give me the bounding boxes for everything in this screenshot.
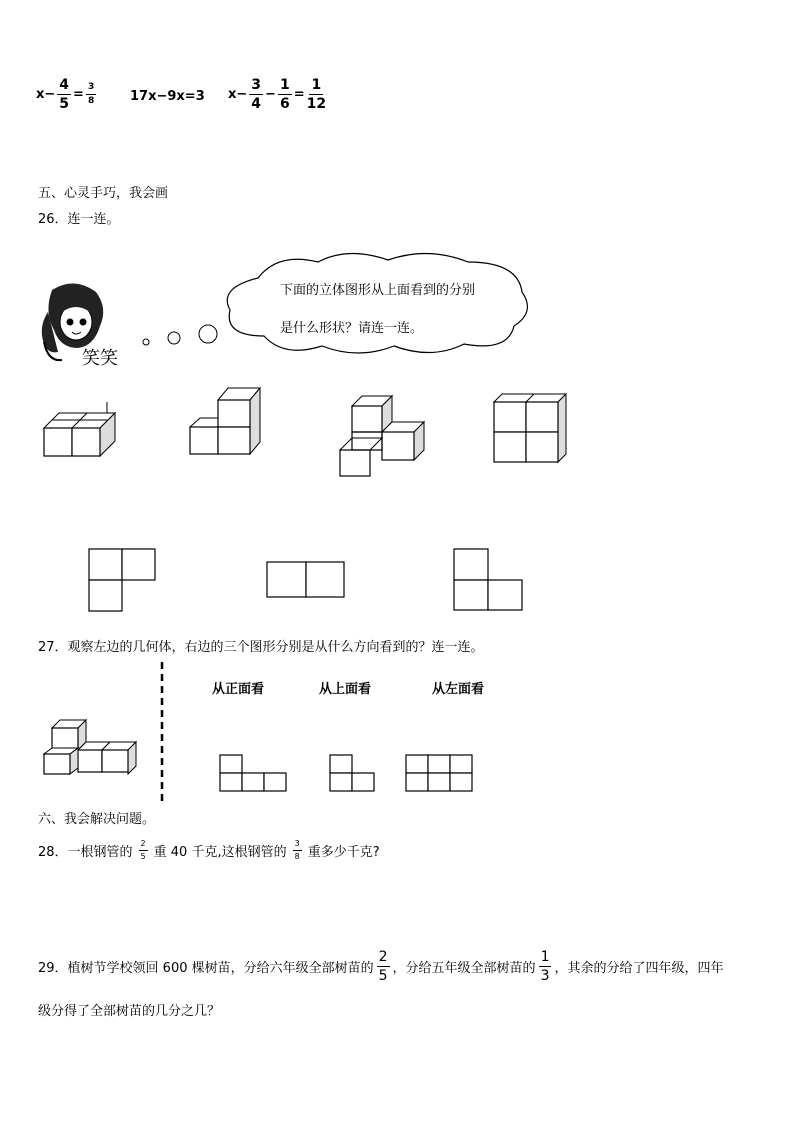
question-27-text: 27．观察左边的几何体，右边的三个图形分别是从什么方向看到的？连一连。 bbox=[38, 640, 484, 655]
eq3-num3: 1 bbox=[311, 77, 322, 93]
q28-fraction-2 bbox=[293, 840, 302, 861]
q28-den2: 8 bbox=[294, 852, 300, 861]
eq3-num2: 1 bbox=[279, 77, 290, 93]
eq1-minus: − bbox=[44, 87, 56, 102]
q29-middle: ，分给五年级全部树苗的 bbox=[392, 961, 536, 976]
equation-2 bbox=[130, 89, 205, 104]
eq3-equals: = bbox=[293, 87, 305, 102]
dashed-divider bbox=[160, 662, 164, 804]
question-29-line-1 bbox=[38, 950, 724, 983]
solid-3 bbox=[338, 392, 428, 478]
cloud-text-line-2: 是什么形状？请连一连。 bbox=[280, 321, 424, 336]
eq1-equals: = bbox=[73, 87, 84, 102]
top-view-3 bbox=[453, 548, 525, 612]
q29-fraction-1 bbox=[377, 950, 390, 983]
view-shape-3 bbox=[405, 754, 475, 792]
q28-fraction-1 bbox=[139, 840, 148, 861]
equation-3 bbox=[228, 78, 328, 111]
section-6-title: 六、我会解决问题。 bbox=[38, 812, 156, 827]
eq3-fraction-1 bbox=[249, 78, 263, 111]
eq3-minus-1: − bbox=[236, 87, 248, 102]
q29-num2: 1 bbox=[540, 949, 550, 965]
q28-suffix: 重多少千克? bbox=[307, 845, 380, 860]
q27-solid bbox=[42, 718, 142, 778]
eq3-den2: 6 bbox=[279, 96, 290, 112]
label-front-view: 从正面看 bbox=[212, 682, 265, 697]
solid-1 bbox=[42, 402, 122, 458]
top-view-1 bbox=[88, 548, 158, 612]
eq1-fraction-1 bbox=[57, 78, 71, 111]
solid-4 bbox=[492, 392, 572, 464]
view-shape-2 bbox=[329, 754, 377, 792]
thought-cloud bbox=[218, 248, 538, 358]
question-28 bbox=[38, 840, 380, 861]
label-left-view: 从左面看 bbox=[432, 682, 485, 697]
eq3-den3: 12 bbox=[306, 96, 327, 112]
solid-2 bbox=[188, 382, 268, 458]
section-5-title: 五、心灵手巧，我会画 bbox=[38, 186, 169, 201]
eq1-den2: 8 bbox=[87, 96, 95, 106]
question-26-label: 26．连一连。 bbox=[38, 212, 120, 227]
question-29-line-2: 级分得了全部树苗的几分之几？ bbox=[38, 1004, 221, 1019]
q28-den1: 5 bbox=[140, 852, 146, 861]
eq1-num1: 4 bbox=[59, 77, 70, 93]
eq1-den1: 5 bbox=[59, 96, 70, 112]
label-top-view: 从上面看 bbox=[319, 682, 372, 697]
q28-num2: 3 bbox=[293, 840, 302, 851]
q29-num1: 2 bbox=[378, 949, 388, 965]
q28-num1: 2 bbox=[139, 840, 148, 851]
cloud-text-line-1: 下面的立体图形从上面看到的分别 bbox=[280, 283, 476, 298]
q29-suffix: ，其余的分给了四年级，四年 bbox=[554, 961, 724, 976]
eq3-fraction-3 bbox=[307, 78, 326, 111]
eq2-text: 17x−9x=3 bbox=[130, 89, 205, 104]
equation-1 bbox=[36, 78, 98, 111]
top-view-2 bbox=[266, 561, 346, 599]
q29-den2: 3 bbox=[540, 968, 550, 984]
thought-dots bbox=[140, 322, 220, 352]
eq1-fraction-2 bbox=[86, 83, 96, 106]
q29-den1: 5 bbox=[378, 968, 388, 984]
view-shape-1 bbox=[219, 754, 289, 792]
q28-prefix: 28．一根钢管的 bbox=[38, 845, 133, 860]
eq3-num1: 3 bbox=[251, 77, 262, 93]
q29-prefix: 29．植树节学校领回 600 棵树苗，分给六年级全部树苗的 bbox=[38, 961, 374, 976]
girl-caption: 笑笑 bbox=[82, 348, 118, 369]
q28-middle: 重 40 千克,这根钢管的 bbox=[153, 845, 287, 860]
eq3-minus-2: − bbox=[265, 87, 276, 102]
eq3-var: x bbox=[228, 87, 237, 102]
eq3-fraction-2 bbox=[278, 78, 292, 111]
eq1-var: x bbox=[36, 87, 45, 102]
q29-fraction-2 bbox=[539, 950, 552, 983]
eq3-den1: 4 bbox=[251, 96, 262, 112]
eq1-num2: 3 bbox=[86, 83, 96, 95]
